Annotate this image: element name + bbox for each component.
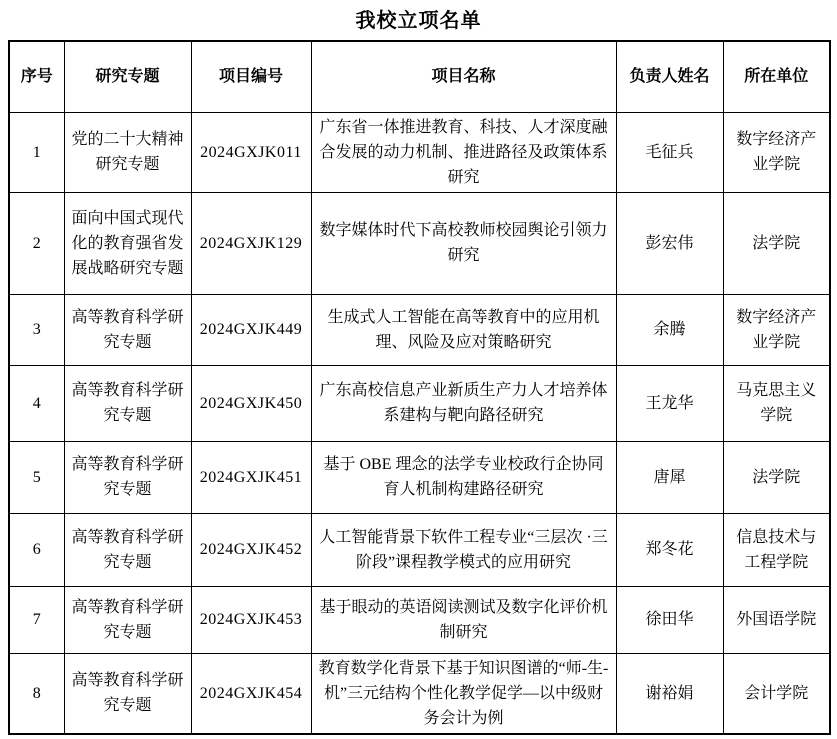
- cell-name: 人工智能背景下软件工程专业“三层次 ·三阶段”课程教学模式的应用研究: [311, 513, 616, 586]
- column-header-unit: 所在单位: [723, 41, 830, 112]
- cell-unit: 会计学院: [723, 653, 830, 734]
- cell-name: 广东省一体推进教育、科技、人才深度融合发展的动力机制、推进路径及政策体系研究: [311, 112, 616, 192]
- column-header-code: 项目编号: [191, 41, 311, 112]
- cell-leader: 徐田华: [616, 586, 723, 653]
- cell-code: 2024GXJK454: [191, 653, 311, 734]
- table-row: [9, 112, 830, 192]
- cell-unit: 法学院: [723, 441, 830, 513]
- column-header-leader: 负责人姓名: [616, 41, 723, 112]
- cell-seq: 7: [9, 586, 64, 653]
- table-body: [9, 112, 830, 734]
- cell-code: 2024GXJK129: [191, 192, 311, 294]
- column-header-name: 项目名称: [311, 41, 616, 112]
- cell-topic: 高等教育科学研究专题: [64, 365, 191, 441]
- cell-name: 广东高校信息产业新质生产力人才培养体系建构与靶向路径研究: [311, 365, 616, 441]
- cell-code: 2024GXJK449: [191, 294, 311, 365]
- cell-leader: 王龙华: [616, 365, 723, 441]
- cell-name: 基于 OBE 理念的法学专业校政行企协同育人机制构建路径研究: [311, 441, 616, 513]
- column-header-topic: 研究专题: [64, 41, 191, 112]
- cell-unit: 数字经济产业学院: [723, 112, 830, 192]
- cell-topic: 党的二十大精神研究专题: [64, 112, 191, 192]
- project-list-table: [8, 40, 831, 735]
- cell-topic: 高等教育科学研究专题: [64, 586, 191, 653]
- table-row: [9, 294, 830, 365]
- cell-seq: 1: [9, 112, 64, 192]
- cell-seq: 4: [9, 365, 64, 441]
- cell-leader: 彭宏伟: [616, 192, 723, 294]
- cell-leader: 唐犀: [616, 441, 723, 513]
- cell-leader: 郑冬花: [616, 513, 723, 586]
- cell-seq: 3: [9, 294, 64, 365]
- cell-seq: 6: [9, 513, 64, 586]
- cell-leader: 谢裕娟: [616, 653, 723, 734]
- cell-topic: 高等教育科学研究专题: [64, 513, 191, 586]
- cell-name: 数字媒体时代下高校教师校园舆论引领力研究: [311, 192, 616, 294]
- column-header-seq: 序号: [9, 41, 64, 112]
- cell-code: 2024GXJK451: [191, 441, 311, 513]
- page-title: 我校立项名单: [355, 10, 482, 32]
- cell-name: 教育数学化背景下基于知识图谱的“师-生-机”三元结构个性化教学促学—以中级财务会计为例: [311, 653, 616, 734]
- header-row: [9, 41, 830, 112]
- cell-name: 生成式人工智能在高等教育中的应用机理、风险及应对策略研究: [311, 294, 616, 365]
- cell-topic: 高等教育科学研究专题: [64, 653, 191, 734]
- table-row: [9, 441, 830, 513]
- cell-unit: 法学院: [723, 192, 830, 294]
- cell-unit: 信息技术与工程学院: [723, 513, 830, 586]
- cell-topic: 面向中国式现代化的教育强省发展战略研究专题: [64, 192, 191, 294]
- cell-unit: 马克思主义学院: [723, 365, 830, 441]
- table-row: [9, 365, 830, 441]
- cell-seq: 2: [9, 192, 64, 294]
- cell-code: 2024GXJK011: [191, 112, 311, 192]
- cell-leader: 余腾: [616, 294, 723, 365]
- cell-unit: 数字经济产业学院: [723, 294, 830, 365]
- cell-topic: 高等教育科学研究专题: [64, 294, 191, 365]
- cell-unit: 外国语学院: [723, 586, 830, 653]
- cell-code: 2024GXJK452: [191, 513, 311, 586]
- table-row: [9, 513, 830, 586]
- table-row: [9, 586, 830, 653]
- cell-code: 2024GXJK453: [191, 586, 311, 653]
- table-row: [9, 653, 830, 734]
- cell-topic: 高等教育科学研究专题: [64, 441, 191, 513]
- table-row: [9, 192, 830, 294]
- cell-seq: 5: [9, 441, 64, 513]
- cell-name: 基于眼动的英语阅读测试及数字化评价机制研究: [311, 586, 616, 653]
- cell-leader: 毛征兵: [616, 112, 723, 192]
- cell-code: 2024GXJK450: [191, 365, 311, 441]
- cell-seq: 8: [9, 653, 64, 734]
- table-header: [9, 41, 830, 112]
